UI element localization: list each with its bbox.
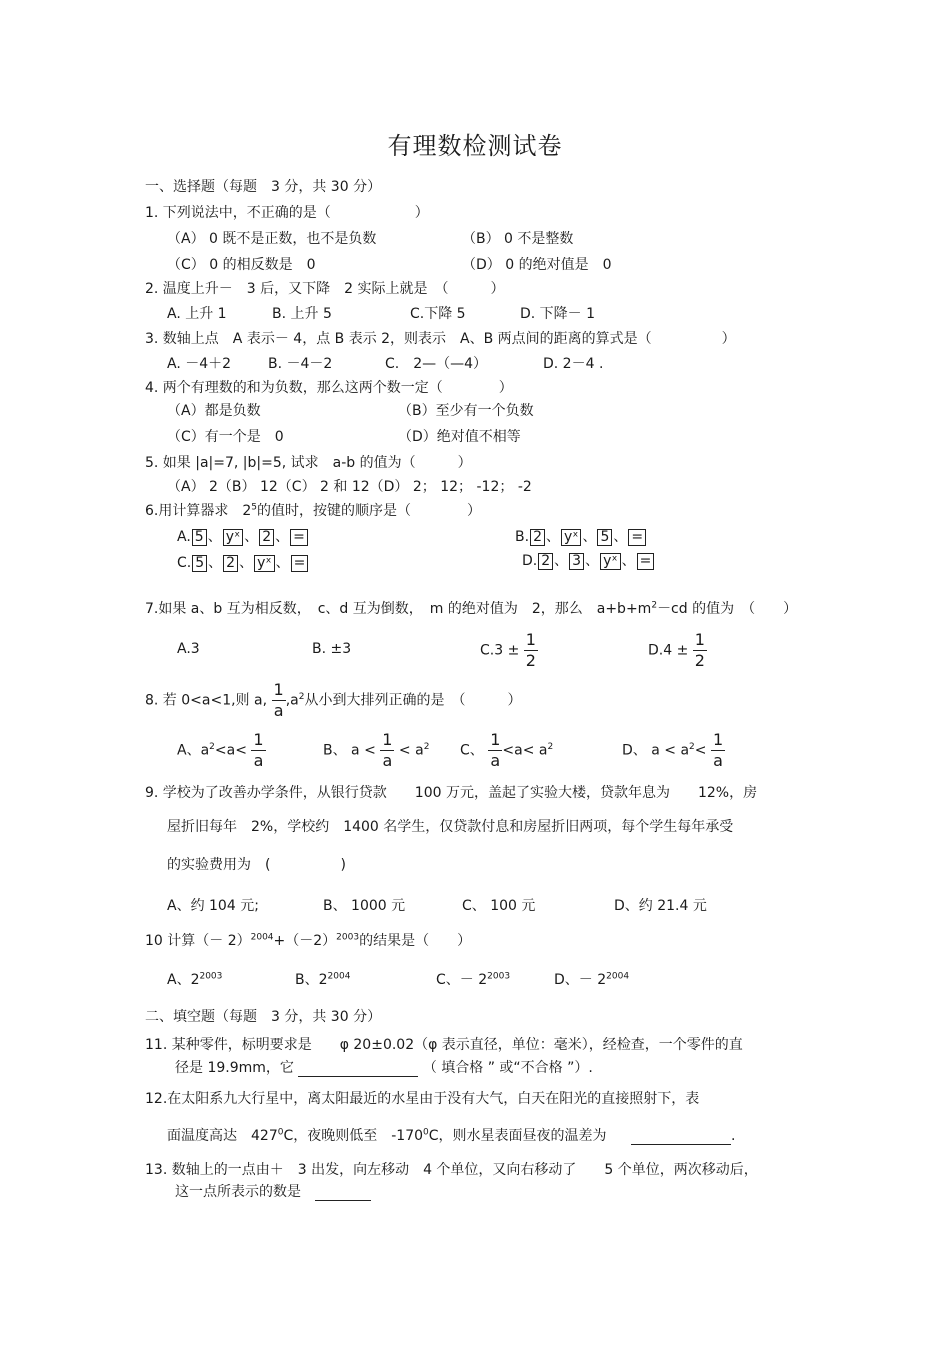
fraction: $\frac{1}{a}$ [273,680,284,720]
q3-option-d: D. 2－4 . [543,356,604,372]
q3-stem: 3. 数轴上点 A 表示－ 4，点 B 表示 2，则表示 A、B 两点间的距离的算式是（ ） [145,331,736,347]
q11-line1: 11. 某种零件，标明要求是 φ 20±0.02（φ 表示直径，单位：毫米），经检查，一个零件的直 [145,1037,743,1053]
q1-option-b: （B） 0 不是整数 [462,231,574,247]
q1-option-d: （D） 0 的绝对值是 0 [462,257,612,273]
q2-stem: 2. 温度上升－ 3 后，又下降 2 实际上就是 （ ） [145,281,505,297]
key-2: 2 [223,555,238,572]
section2-header: 二、填空题（每题 3 分，共 30 分） [145,1009,382,1025]
q7-option-b: B. ±3 [312,641,352,657]
answer-blank[interactable] [315,1184,371,1201]
q9-option-a: A、约 104 元; [167,898,259,914]
q11-line2: 径是 19.9mm，它 （ 填合格 ” 或“不合格 ”）. [175,1060,593,1076]
q3-option-a: A. －4＋2 [167,356,232,372]
q10-stem: 10 计算（－ $2)^{2004}+(-2)^{2003}$的结果是（ ） [145,932,472,949]
fraction: $\frac{1}{a}$ [490,730,501,770]
key-equals: = [290,529,308,546]
q4-stem: 4. 两个有理数的和为负数，那么这两个数一定（ ） [145,380,513,396]
q2-option-b: B. 上升 5 [272,306,332,322]
key-power: yˣ [254,555,275,572]
fraction: $\frac{1}{2}$ [525,630,536,670]
key-5: 5 [192,529,207,546]
fraction: $\frac{1}{2}$ [694,630,705,670]
page-title: 有理数检测试卷 [387,132,563,160]
q10-option-d: D、－ $2^{2004}$ [554,971,630,988]
key-2: 2 [530,529,545,546]
q10-option-a: A、$2^{2003}$ [167,971,223,988]
q9-line3: 的实验费用为 ( ) [167,857,346,873]
key-2: 2 [259,529,274,546]
key-power: yˣ [600,553,621,570]
q9-line1: 9. 学校为了改善办学条件，从银行贷款 100 万元，盖起了实验大楼，贷款年息为 12%，房 [145,785,758,801]
q8-option-c: C、 $\frac{1}{a}$ $<a< a^2$ [460,730,554,770]
q13-line2: 这一点所表示的数是 [175,1183,371,1201]
q10-option-c: C、－ $2^{2003}$ [436,971,511,988]
q9-option-d: D、约 21.4 元 [614,898,707,914]
q4-option-a: （A）都是负数 [167,403,261,419]
q6-stem: 6.用计算器求 $2^5$的值时，按键的顺序是（ ） [145,502,481,519]
key-power: yˣ [223,529,244,546]
q8-option-a: A、$a^2<a<$ $\frac{1}{a}$ [177,730,264,770]
answer-blank[interactable] [298,1060,418,1077]
key-3: 3 [569,553,584,570]
q8-stem: 8. 若 0<a<1,则 a, $\frac{1}{a}$ $,a^2$从小到大排列正确的是 （ ） [145,680,522,720]
q9-option-b: B、 1000 元 [323,898,406,914]
fraction: $\frac{1}{a}$ [712,730,724,770]
q13-line1: 13. 数轴上的一点由＋ 3 出发，向左移动 4 个单位，又向右移动了 5 个单位，两次移动后， [145,1162,758,1178]
key-5: 5 [597,529,612,546]
q7-stem: 7.如果 a、b 互为相反数， c、d 互为倒数， m 的绝对值为 2，那么 $a+b+m^2-cd$ 的值为 （ ） [145,600,798,617]
q6-option-d: D. 2 、 3 、 yˣ 、 = [522,552,655,570]
q10-option-b: B、$2^{2004}$ [295,971,351,988]
q3-option-b: B. －4－2 [268,356,333,372]
key-5: 5 [192,555,207,572]
section1-header: 一、选择题（每题 3 分，共 30 分） [145,179,382,195]
q9-option-c: C、 100 元 [462,898,536,914]
q6-option-c: C. 5 、 2 、 yˣ 、 = [177,554,309,572]
key-power: yˣ [561,529,582,546]
q7-option-d: D.4 ± $\frac{1}{2}$ [648,630,705,670]
q8-option-d: D、 $a < a^2<$ $\frac{1}{a}$ [622,730,724,770]
key-equals: = [628,529,646,546]
q1-stem: 1. 下列说法中，不正确的是（ ） [145,205,429,221]
q3-option-c: C. 2—（—4） [385,356,488,372]
q1-option-c: （C） 0 的相反数是 0 [167,257,316,273]
q1-option-a: （A） 0 既不是正数，也不是负数 [167,231,377,247]
key-equals: = [637,553,655,570]
fraction: $\frac{1}{a}$ [253,730,264,770]
q12-line2: 面温度高达 $427^0C$，夜晚则低至 $-170^0C$，则水星表面昼夜的温差为 . [167,1127,736,1144]
key-equals: = [291,555,309,572]
q8-option-b: B、 a < $\frac{1}{a}$ < $a^2$ [323,730,430,770]
fraction: $\frac{1}{a}$ [382,730,393,770]
q7-option-a: A.3 [177,641,200,657]
q4-option-b: （B）至少有一个负数 [398,403,534,419]
q4-option-d: （D）绝对值不相等 [398,429,521,445]
q6-option-b: B. 2 、 yˣ 、 5 、 = [515,528,647,546]
q2-option-c: C.下降 5 [410,306,466,322]
q4-option-c: （C）有一个是 0 [167,429,284,445]
key-2: 2 [538,553,553,570]
answer-blank[interactable] [631,1128,731,1145]
q5-stem: 5. 如果 |a|=7, |b|=5, 试求 a-b 的值为（ ） [145,455,472,471]
q2-option-d: D. 下降－ 1 [520,306,596,322]
q2-option-a: A. 上升 1 [167,306,227,322]
q9-line2: 屋折旧每年 2%，学校约 1400 名学生，仅贷款付息和房屋折旧两项，每个学生每年承受 [167,819,734,835]
q7-option-c: C.3 ± $\frac{1}{2}$ [480,630,536,670]
q12-line1: 12.在太阳系九大行星中，离太阳最近的水星由于没有大气，白天在阳光的直接照射下，表 [145,1091,700,1107]
q5-options: （A） 2（B） 12（C） 2 和 12（D） 2； 12； -12； -2 [167,479,532,495]
q6-option-a: A. 5 、 yˣ 、 2 、 = [177,528,309,546]
